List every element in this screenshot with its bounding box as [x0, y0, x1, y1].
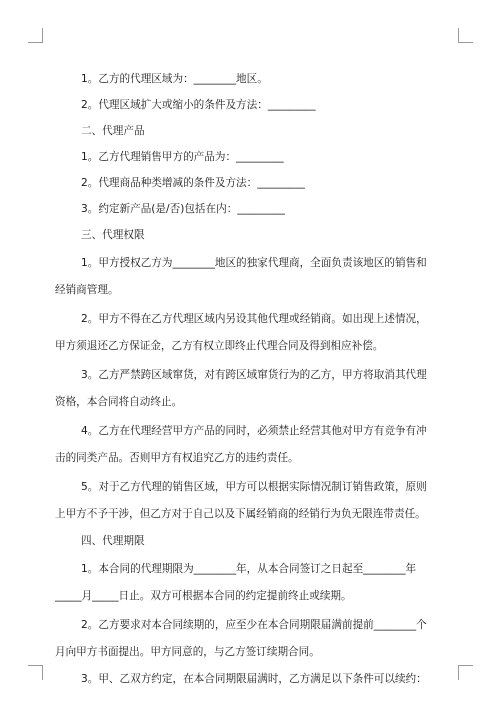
crop-mark-bottom-left [28, 665, 43, 680]
clause-no-cross-region: 3。乙方严禁跨区域窜货，对有跨区域窜货行为的乙方，甲方将取消其代理资格，本合同将自动终止。 [55, 369, 427, 408]
clause-renewal-request: 2。乙方要求对本合同续期的，应至少在本合同期限届满前提前________个月向甲方书面提出。甲方同意的，与乙方签订续期合同。 [55, 619, 427, 658]
section-heading-authority: 三、代理权限 [81, 229, 145, 241]
clause-no-competing-products: 4。乙方在代理经营甲方产品的同时，必须禁止经营其他对甲方有竞争有冲击的同类产品。否则甲方有权追究乙方的违约责任。 [55, 425, 427, 464]
clause-products: 1。乙方代理销售甲方的产品为：_________ [81, 151, 284, 163]
clause-region-change: 2。代理区域扩大或缩小的条件及方法：_________ [81, 99, 316, 111]
crop-mark-top-right [458, 28, 473, 43]
section-heading-term: 四、代理期限 [81, 535, 145, 547]
clause-renewal-conditions: 3。甲、乙双方约定，在本合同期限届满时，乙方满足以下条件可以续约： [81, 673, 427, 685]
section-heading-products: 二、代理产品 [81, 125, 145, 137]
document-body [55, 68, 437, 694]
clause-exclusive-agent: 1。甲方授权乙方为________地区的独家代理商，全面负责该地区的销售和经销商管理。 [55, 257, 427, 296]
crop-mark-top-left [28, 28, 43, 43]
clause-product-change: 2。代理商品种类增减的条件及方法：_________ [81, 177, 305, 189]
crop-mark-bottom-right [458, 665, 473, 680]
clause-sales-policy: 5。对于乙方代理的销售区域，甲方可以根据实际情况制订销售政策，原则上甲方不予干涉，但乙方对于自己以及下属经销商的经销行为负无限连带责任。 [55, 481, 427, 520]
clause-term-length: 1。本合同的代理期限为________年，从本合同签订之日起至________年_____月_____日止。双方可根据本合同的约定提前终止或续期。 [55, 563, 417, 602]
clause-new-products: 3。约定新产品(是/否)包括在内：_________ [81, 203, 285, 215]
clause-no-other-agents: 2。甲方不得在乙方代理区域内另设其他代理或经销商。如出现上述情况，甲方须退还乙方保证金，乙方有权立即终止代理合同及得到相应补偿。 [55, 313, 427, 352]
clause-region: 1。乙方的代理区域为：________地区。 [81, 73, 268, 85]
